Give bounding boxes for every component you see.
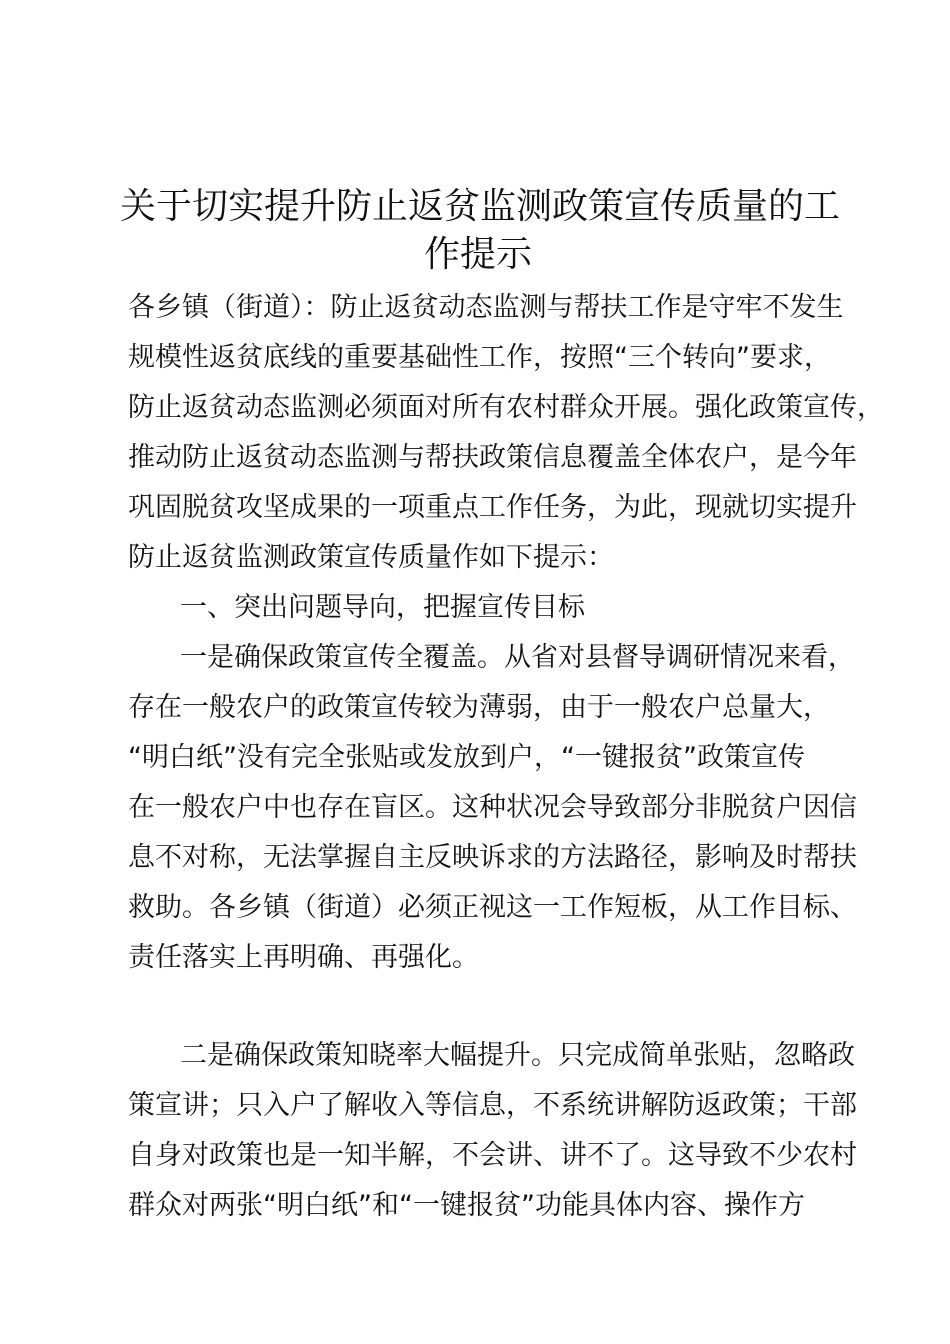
text-line: 自身对政策也是一知半解，不会讲、讲不了。这导致不少农村 — [128, 1140, 857, 1171]
text-line: 防止返贫动态监测必须面对所有农村群众开展。强化政策宣传， — [128, 392, 884, 423]
title-line: 作提示 — [423, 234, 532, 275]
text-line: 各乡镇（街道）：防止返贫动态监测与帮扶工作是守牢不发生 — [128, 292, 844, 323]
text-line: 规模性返贫底线的重要基础性工作，按照“三个转向”要求， — [128, 342, 831, 373]
document-title — [120, 183, 841, 279]
text-line: 巩固脱贫攻坚成果的一项重点工作任务，为此，现就切实提升 — [128, 492, 857, 523]
paragraph-gap — [128, 983, 840, 1031]
text-line: 推动防止返贫动态监测与帮扶政策信息覆盖全体农户，是今年 — [128, 442, 857, 473]
text-line: 防止返贫监测政策宣传质量作如下提示： — [128, 542, 614, 573]
text-line: “明白纸”没有完全张贴或发放到户，“一键报贫”政策宣传 — [128, 742, 805, 773]
text-line: 群众对两张“明白纸”和“一键报贫”功能具体内容、操作方 — [128, 1190, 805, 1221]
paragraph-1 — [128, 633, 857, 983]
text-line: 一是确保政策宣传全覆盖。从省对县督导调研情况来看， — [180, 642, 855, 673]
text-line: 存在一般农户的政策宣传较为薄弱，由于一般农户总量大， — [128, 692, 830, 723]
title-line: 关于切实提升防止返贫监测政策宣传质量的工 — [120, 186, 841, 227]
text-line: 在一般农户中也存在盲区。这种状况会导致部分非脱贫户因信 — [128, 792, 857, 823]
text-line: 责任落实上再明确、再强化。 — [128, 942, 479, 973]
section-heading: 一、突出问题导向，把握宣传目标 — [180, 592, 585, 623]
text-line: 息不对称，无法掌握自主反映诉求的方法路径，影响及时帮扶 — [128, 842, 857, 873]
text-line: 二是确保政策知晓率大幅提升。只完成简单张贴，忽略政 — [180, 1040, 855, 1071]
document-body — [128, 283, 884, 1231]
text-line: 救助。各乡镇（街道）必须正视这一工作短板，从工作目标、 — [128, 892, 857, 923]
text-line: 策宣讲；只入户了解收入等信息，不系统讲解防返政策；干部 — [128, 1090, 857, 1121]
paragraph-2 — [128, 1031, 857, 1231]
intro-paragraph — [128, 283, 884, 583]
